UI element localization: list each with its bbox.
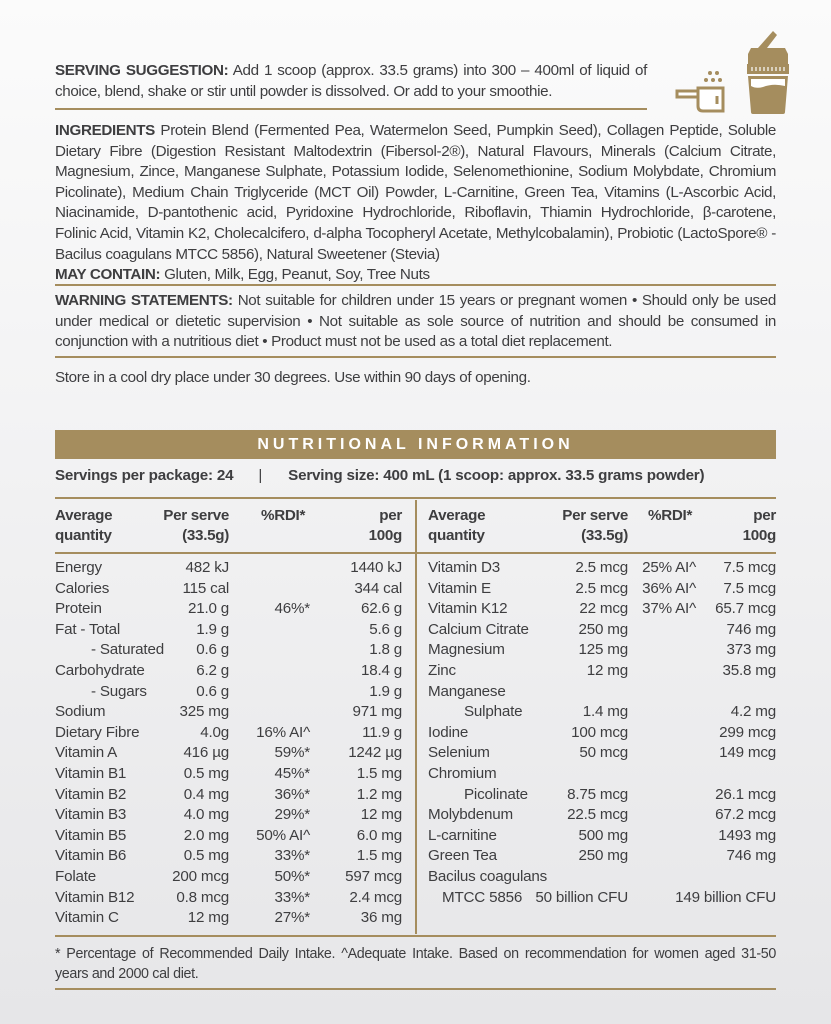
nutrient-name: L-carnitine: [428, 826, 497, 844]
rdi-value: 36% AI^: [642, 579, 696, 597]
rdi-value: 50%*: [274, 867, 310, 885]
divider: [55, 552, 776, 554]
servings-separator: |: [258, 467, 263, 484]
serving-suggestion-label: SERVING SUGGESTION:: [55, 62, 229, 79]
warning-statements: [55, 291, 776, 353]
serving-size: Serving size: 400 mL (1 scoop: approx. 33.5 grams powder): [288, 467, 705, 484]
per-serve-value: 100 mcg: [571, 723, 628, 741]
rdi-value: 25% AI^: [642, 559, 696, 576]
per-serve-value: 4.0g: [200, 723, 229, 741]
per-serve-value: 200 mcg: [172, 867, 229, 885]
header-average-quantity: [55, 506, 112, 545]
per-100g-value: 1.8 g: [369, 641, 402, 659]
nutrient-name: Picolinate: [464, 785, 528, 803]
per-serve-value: 0.5 mg: [183, 847, 229, 865]
rdi-value: 33%*: [274, 847, 310, 865]
per-100g-value: 1.2 mg: [356, 785, 402, 803]
divider: [55, 988, 776, 990]
header-average-quantity: [428, 506, 485, 545]
table-row: [55, 579, 402, 600]
nutrient-name: Energy: [55, 559, 102, 576]
table-rows-right: [428, 558, 776, 908]
table-row: [428, 888, 776, 909]
table-row: [428, 661, 776, 682]
nutrient-name: Iodine: [428, 723, 469, 741]
per-serve-value: 2.0 mg: [183, 826, 229, 844]
rdi-value: 45%*: [274, 764, 310, 782]
per-serve-value: 115 cal: [182, 579, 229, 597]
per-100g-value: 149 billion CFU: [675, 888, 776, 906]
table-row: [55, 785, 402, 806]
header-text: per: [379, 507, 402, 524]
table-row: [428, 640, 776, 661]
nutrient-name: - Saturated: [91, 641, 164, 659]
nutrient-name: Vitamin D3: [428, 559, 501, 576]
header-text: quantity: [428, 526, 485, 544]
nutrient-name: Calories: [55, 579, 110, 597]
nutrition-column-left: [55, 498, 402, 929]
per-100g-value: 26.1 mcg: [715, 785, 776, 803]
header-text: Average: [428, 507, 486, 524]
per-100g-value: 1.5 mg: [356, 764, 402, 782]
per-100g-value: 12 mg: [360, 806, 402, 824]
table-row: [428, 620, 776, 641]
nutrient-name: Vitamin K12: [428, 600, 508, 618]
per-100g-value: 373 mg: [726, 641, 776, 659]
table-row: [428, 682, 776, 703]
header-text: per: [753, 507, 776, 524]
header-text: Per serve: [562, 507, 628, 524]
scoop-icon: [677, 88, 723, 111]
table-row: [55, 702, 402, 723]
serving-suggestion: [55, 61, 647, 102]
per-serve-value: 6.2 g: [196, 661, 229, 679]
per-100g-value: 7.5 mcg: [723, 559, 776, 576]
table-row: [55, 661, 402, 682]
nutrient-name: Green Tea: [428, 847, 497, 865]
per-100g-value: 4.2 mg: [730, 703, 776, 721]
per-serve-value: 0.4 mg: [183, 785, 229, 803]
table-row: [55, 846, 402, 867]
table-row: [428, 599, 776, 620]
per-serve-value: 2.5 mcg: [575, 579, 628, 597]
per-100g-value: 6.0 mg: [356, 826, 402, 844]
powder-dots: [704, 71, 722, 82]
per-100g-value: 746 mg: [726, 847, 776, 865]
table-row: [55, 888, 402, 909]
table-row: [55, 682, 402, 703]
header-rdi: %RDI*: [261, 507, 306, 524]
header-per-serve: [562, 506, 628, 545]
rdi-value: 37% AI^: [642, 600, 696, 618]
nutrient-name: Carbohydrate: [55, 661, 145, 679]
nutrient-name: Calcium Citrate: [428, 620, 529, 638]
column-divider: [415, 500, 417, 934]
nutrient-name: Protein: [55, 600, 102, 618]
nutrient-name: Sodium: [55, 703, 106, 721]
rdi-value: 36%*: [274, 785, 310, 803]
nutrient-name: Sulphate: [464, 703, 523, 721]
nutrient-name: Molybdenum: [428, 806, 513, 824]
per-serve-value: 22.5 mcg: [567, 806, 628, 824]
per-serve-value: 416 µg: [183, 744, 229, 762]
per-100g-value: 149 mcg: [719, 744, 776, 762]
per-serve-value: 250 mg: [578, 620, 628, 638]
table-row: [428, 723, 776, 744]
per-100g-value: 11.9 g: [362, 723, 402, 741]
nutrient-name: MTCC 5856: [442, 888, 523, 906]
rdi-value: 29%*: [274, 806, 310, 824]
table-row: [428, 805, 776, 826]
header-text: 100g: [742, 526, 776, 544]
header-per-100g: [369, 506, 402, 545]
per-serve-value: 0.8 mcg: [176, 888, 229, 906]
nutrient-name: Fat - Total: [55, 620, 121, 638]
nutrient-name: Vitamin A: [55, 744, 118, 762]
per-serve-value: 1.4 mg: [582, 703, 628, 721]
table-row: [428, 846, 776, 867]
divider: [55, 108, 647, 110]
per-100g-value: 299 mcg: [719, 723, 776, 741]
per-serve-value: 125 mg: [578, 641, 628, 659]
table-row: [55, 764, 402, 785]
table-row: [55, 826, 402, 847]
may-contain-text: Gluten, Milk, Egg, Peanut, Soy, Tree Nuts: [160, 266, 430, 284]
per-100g-value: 7.5 mcg: [723, 579, 776, 597]
nutrient-name: Zinc: [428, 661, 456, 679]
per-100g-value: 344 cal: [354, 579, 402, 597]
per-serve-value: 0.6 g: [196, 641, 229, 659]
nutrition-table: [55, 498, 776, 932]
header-rdi: %RDI*: [648, 507, 693, 524]
table-row: [55, 723, 402, 744]
per-100g-value: 1493 mg: [718, 826, 776, 844]
per-serve-value: 8.75 mcg: [567, 785, 628, 803]
table-row: [428, 579, 776, 600]
per-serve-value: 12 mg: [187, 909, 229, 927]
table-row: [428, 702, 776, 723]
ingredients-label: INGREDIENTS: [55, 122, 155, 139]
per-serve-value: 21.0 g: [187, 600, 229, 618]
table-row: [428, 558, 776, 579]
table-row: [428, 743, 776, 764]
per-100g-value: 36 mg: [360, 909, 402, 927]
shaker-illustration: [663, 26, 813, 116]
ingredients-section: [55, 121, 776, 286]
per-serve-value: 22 mcg: [579, 600, 628, 618]
header-text: Average: [55, 507, 113, 524]
table-row: [428, 764, 776, 785]
nutrition-column-right: [428, 498, 776, 908]
per-serve-value: 1.9 g: [196, 620, 229, 638]
warning-text: Not suitable for children under 15 years or pregnant women • Should only be used under medical or dietetic supervision • Not suitable as sole source of nutrition and should be consumed in conjunction with a nutritious diet • Product must not be used as a total diet replacement.: [55, 292, 776, 351]
nutrient-name: Magnesium: [428, 641, 505, 659]
nutrient-name: Vitamin C: [55, 909, 119, 927]
table-header: [55, 498, 402, 552]
per-serve-value: 2.5 mcg: [575, 559, 628, 576]
rdi-value: 59%*: [274, 744, 310, 762]
table-row: [55, 558, 402, 579]
per-100g-value: 597 mcg: [345, 867, 402, 885]
header-per-serve: [163, 506, 229, 545]
nutrient-name: Vitamin B6: [55, 847, 127, 865]
nutrient-name: Folate: [55, 867, 97, 885]
per-100g-value: 1.9 g: [369, 682, 402, 700]
table-row: [55, 805, 402, 826]
shaker-bottle-icon: [747, 31, 789, 114]
per-serve-value: 500 mg: [578, 826, 628, 844]
per-100g-value: 1242 µg: [348, 744, 402, 762]
table-row: [428, 785, 776, 806]
serving-suggestion-text: Add 1 scoop (approx. 33.5 grams) into 300 – 400ml of liquid of choice, blend, shake or stir until powder is dissolved. Or add to your smoothie.: [55, 62, 647, 100]
per-100g-value: 1440 kJ: [350, 559, 402, 576]
per-serve-value: 325 mg: [179, 703, 229, 721]
per-serve-value: 482 kJ: [185, 559, 229, 576]
divider: [55, 284, 776, 286]
servings-per-package: Servings per package: 24: [55, 467, 234, 484]
storage-instructions: Store in a cool dry place under 30 degrees. Use within 90 days of opening.: [55, 369, 531, 386]
nutrition-title-banner: NUTRITIONAL INFORMATION: [55, 430, 776, 459]
nutrient-name: Vitamin B12: [55, 888, 135, 906]
per-serve-value: 50 mcg: [579, 744, 628, 762]
servings-info: [55, 467, 776, 484]
nutrient-name: Vitamin B3: [55, 806, 127, 824]
header-text: quantity: [55, 526, 112, 544]
per-serve-value: 0.5 mg: [183, 764, 229, 782]
table-row: [55, 908, 402, 929]
table-row: [428, 826, 776, 847]
per-100g-value: 5.6 g: [369, 620, 402, 638]
table-header: [428, 498, 776, 552]
header-text: (33.5g): [182, 526, 229, 544]
rdi-value: 27%*: [274, 909, 310, 927]
header-text: Per serve: [163, 507, 229, 524]
rdi-value: 46%*: [274, 600, 310, 618]
footnote: * Percentage of Recommended Daily Intake. ^Adequate Intake. Based on recommendation for women aged 31-50 years and 2000 cal diet.: [55, 946, 776, 982]
per-100g-value: 67.2 mcg: [715, 806, 776, 824]
header-per-100g: [743, 506, 776, 545]
nutrient-name: Vitamin E: [428, 579, 491, 597]
rdi-value: 33%*: [274, 888, 310, 906]
per-100g-value: 18.4 g: [360, 661, 402, 679]
nutrient-name: Vitamin B1: [55, 764, 127, 782]
nutrient-name: Vitamin B2: [55, 785, 127, 803]
header-text: (33.5g): [581, 526, 628, 544]
table-row: [55, 620, 402, 641]
rdi-value: 16% AI^: [256, 723, 310, 741]
nutrient-name: Manganese: [428, 682, 506, 700]
per-serve-value: 12 mg: [586, 661, 628, 679]
table-row: [55, 743, 402, 764]
nutrient-name: Selenium: [428, 744, 490, 762]
table-row: [428, 867, 776, 888]
per-100g-value: 971 mg: [352, 703, 402, 721]
per-100g-value: 35.8 mg: [722, 661, 776, 679]
nutrient-name: Vitamin B5: [55, 826, 127, 844]
warning-label: WARNING STATEMENTS:: [55, 292, 233, 309]
table-row: [55, 599, 402, 620]
table-row: [55, 867, 402, 888]
ingredients-text: Protein Blend (Fermented Pea, Watermelon Seed, Pumpkin Seed), Collagen Peptide, Soluble Dietary Fibre (Digestion Resistant Maltodextrin (Fibersol-2®), Natural Flavours, Minerals (Calcium Citrate, Magnesium, Zince, Manganese Sulphate, Potassium Iodide, Selenomethionine, Sodium Molybdate, Chromium Picolinate), Medium Chain Triglyceride (MCT Oil) Powder, L-Carnitine, Green Tea, Vitamins (L-Ascorbic Acid, Niacinamide, D-pantothenic acid, Pyridoxine Hydrochloride, Riboflavin, Thiamin Hydrochloride, β-carotene, Folinic Acid, Vitamin K2, Cholecalcifero, d-alpha Tocopheryl Acetate, Methylcobalamin), Probiotic (LactoSpore® - Bacilus coagulans MTCC 5856), Natural Sweetener (Stevia): [55, 122, 776, 263]
nutrient-name: Bacilus coagulans: [428, 867, 548, 885]
nutrient-name: Chromium: [428, 764, 497, 782]
table-row: [55, 640, 402, 661]
per-100g-value: 746 mg: [726, 620, 776, 638]
divider: [55, 935, 776, 937]
table-rows-left: [55, 558, 402, 929]
per-100g-value: 1.5 mg: [356, 847, 402, 865]
per-serve-value: 4.0 mg: [183, 806, 229, 824]
nutrient-name: - Sugars: [91, 682, 147, 700]
header-text: 100g: [368, 526, 402, 544]
per-100g-value: 2.4 mcg: [349, 888, 402, 906]
per-serve-value: 50 billion CFU: [535, 888, 628, 906]
per-serve-value: 250 mg: [578, 847, 628, 865]
divider: [55, 356, 776, 358]
rdi-value: 50% AI^: [256, 826, 310, 844]
per-serve-value: 0.6 g: [196, 682, 229, 700]
nutrient-name: Dietary Fibre: [55, 723, 140, 741]
per-100g-value: 62.6 g: [360, 600, 402, 618]
per-100g-value: 65.7 mcg: [715, 600, 776, 618]
may-contain-label: MAY CONTAIN:: [55, 266, 161, 284]
